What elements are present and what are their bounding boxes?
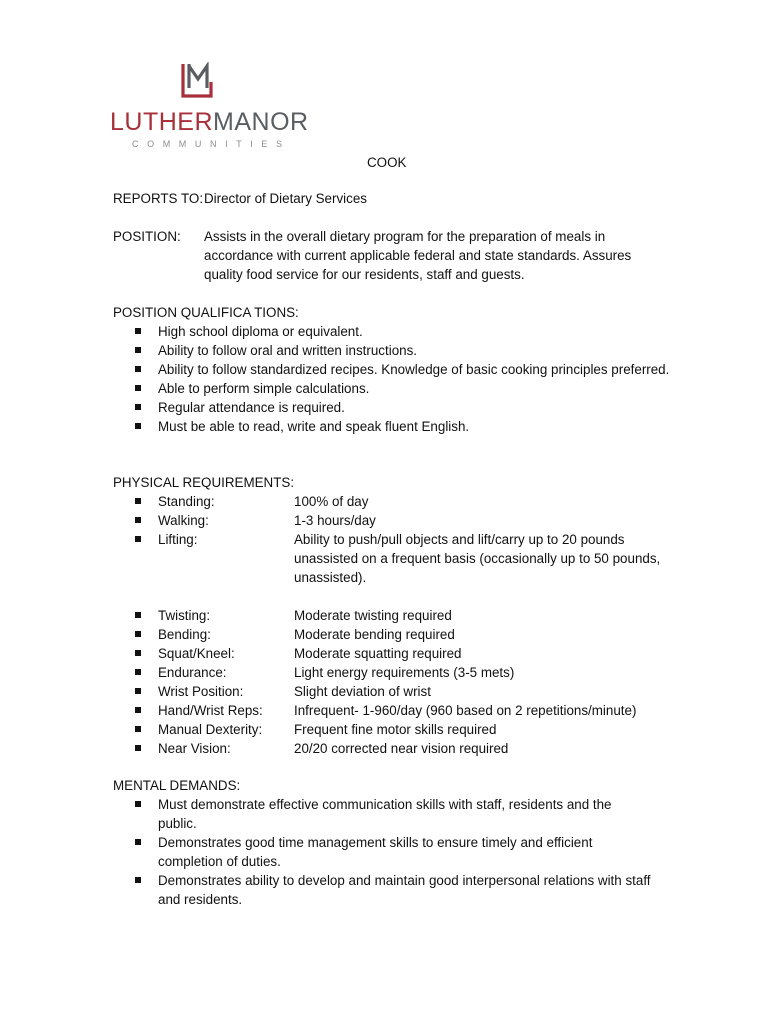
qualification-item-text: Able to perform simple calculations.	[158, 381, 370, 396]
physical-requirement-row	[113, 739, 673, 758]
position-description: Assists in the overall dietary program for the preparation of meals in accordance with current applicable federal and state standards. Assures quality food service for our residents, staff and guests.	[204, 229, 632, 282]
requirement-value: Moderate twisting required	[294, 608, 452, 623]
qualification-item	[113, 379, 673, 398]
bullet-icon	[135, 801, 141, 807]
bullet-icon	[135, 536, 141, 542]
qualification-item	[113, 341, 673, 360]
physical-requirement-row	[113, 606, 673, 625]
logo-word-manor: MANOR	[213, 108, 309, 136]
physical-title: PHYSICAL REQUIREMENTS:	[113, 475, 295, 490]
qualification-item	[113, 398, 673, 417]
logo-word-luther: LUTHER	[110, 108, 214, 136]
requirement-value: Light energy requirements (3-5 mets)	[294, 665, 515, 680]
logo-subtitle: COMMUNITIES	[132, 139, 291, 149]
job-title: COOK	[367, 155, 407, 170]
bullet-icon	[135, 707, 141, 713]
bullet-icon	[135, 404, 141, 410]
logo-wordmark	[110, 110, 309, 135]
qualification-item	[113, 360, 673, 379]
physical-section	[113, 473, 673, 758]
qualification-item-text: Must be able to read, write and speak fluent English.	[158, 419, 470, 434]
bullet-icon	[135, 328, 141, 334]
bullet-icon	[135, 877, 141, 883]
position-label: POSITION:	[113, 229, 181, 244]
requirement-value: Ability to push/pull objects and lift/carry up to 20 pounds unassisted on a frequent basis (occasionally up to 50 pounds, unassisted).	[294, 532, 661, 585]
bullet-icon	[135, 347, 141, 353]
requirement-value: Moderate squatting required	[294, 646, 462, 661]
requirement-name: Bending:	[158, 627, 211, 642]
mental-title: MENTAL DEMANDS:	[113, 778, 241, 793]
bullet-icon	[135, 366, 141, 372]
physical-requirement-row	[113, 701, 673, 720]
bullet-icon	[135, 517, 141, 523]
bullet-icon	[135, 669, 141, 675]
requirement-value: 1-3 hours/day	[294, 513, 376, 528]
requirement-name: Near Vision:	[158, 741, 231, 756]
bullet-icon	[135, 498, 141, 504]
mental-demands-list	[113, 795, 653, 909]
physical-requirement-row	[113, 625, 673, 644]
qualification-item-text: High school diploma or equivalent.	[158, 324, 363, 339]
bullet-icon	[135, 745, 141, 751]
requirement-value: Moderate bending required	[294, 627, 455, 642]
requirement-name: Wrist Position:	[158, 684, 244, 699]
qualifications-title: POSITION QUALIFICA TIONS:	[113, 305, 299, 320]
mental-demand-item-text: Demonstrates good time management skills to ensure timely and efficient completion of duties.	[158, 835, 593, 869]
requirement-name: Squat/Kneel:	[158, 646, 235, 661]
physical-requirement-row	[113, 492, 673, 511]
requirement-value: 100% of day	[294, 494, 369, 509]
qualifications-list	[113, 322, 673, 436]
mental-demand-item	[113, 871, 653, 909]
requirement-name: Twisting:	[158, 608, 211, 623]
physical-requirement-row	[113, 511, 673, 530]
requirement-name: Lifting:	[158, 532, 198, 547]
bullet-icon	[135, 385, 141, 391]
bullet-icon	[135, 612, 141, 618]
luther-manor-logo	[110, 62, 309, 154]
requirement-name: Endurance:	[158, 665, 227, 680]
requirement-name: Walking:	[158, 513, 209, 528]
physical-requirement-row	[113, 530, 673, 587]
reports-to-value: Director of Dietary Services	[204, 191, 367, 206]
physical-requirement-row	[113, 720, 673, 739]
bullet-icon	[135, 423, 141, 429]
requirement-value: Infrequent- 1-960/day (960 based on 2 repetitions/minute)	[294, 703, 637, 718]
bullet-icon	[135, 631, 141, 637]
mental-section	[113, 776, 673, 909]
bullet-icon	[135, 688, 141, 694]
mental-demand-item	[113, 795, 653, 833]
mental-demand-item-text: Demonstrates ability to develop and maintain good interpersonal relations with staff and residents.	[158, 873, 651, 907]
bullet-icon	[135, 726, 141, 732]
qualification-item	[113, 322, 673, 341]
requirement-value: Slight deviation of wrist	[294, 684, 431, 699]
qualification-item-text: Ability to follow standardized recipes. Knowledge of basic cooking principles preferred.	[158, 362, 670, 377]
requirement-value: Frequent fine motor skills required	[294, 722, 497, 737]
mental-demand-item	[113, 833, 653, 871]
qualifications-section	[113, 303, 673, 436]
bullet-icon	[135, 839, 141, 845]
qualification-item	[113, 417, 673, 436]
physical-requirement-row	[113, 663, 673, 682]
requirement-name: Standing:	[158, 494, 215, 509]
physical-requirements-list	[113, 492, 673, 758]
physical-requirement-row	[113, 644, 673, 663]
requirement-name: Hand/Wrist Reps:	[158, 703, 263, 718]
mental-demand-item-text: Must demonstrate effective communication skills with staff, residents and the public.	[158, 797, 612, 831]
logo-m-mark-icon	[180, 62, 214, 98]
physical-requirement-row	[113, 682, 673, 701]
bullet-icon	[135, 650, 141, 656]
qualification-item-text: Ability to follow oral and written instructions.	[158, 343, 417, 358]
qualification-item-text: Regular attendance is required.	[158, 400, 345, 415]
requirement-name: Manual Dexterity:	[158, 722, 263, 737]
reports-to-label: REPORTS TO:	[113, 191, 204, 206]
requirement-value: 20/20 corrected near vision required	[294, 741, 509, 756]
